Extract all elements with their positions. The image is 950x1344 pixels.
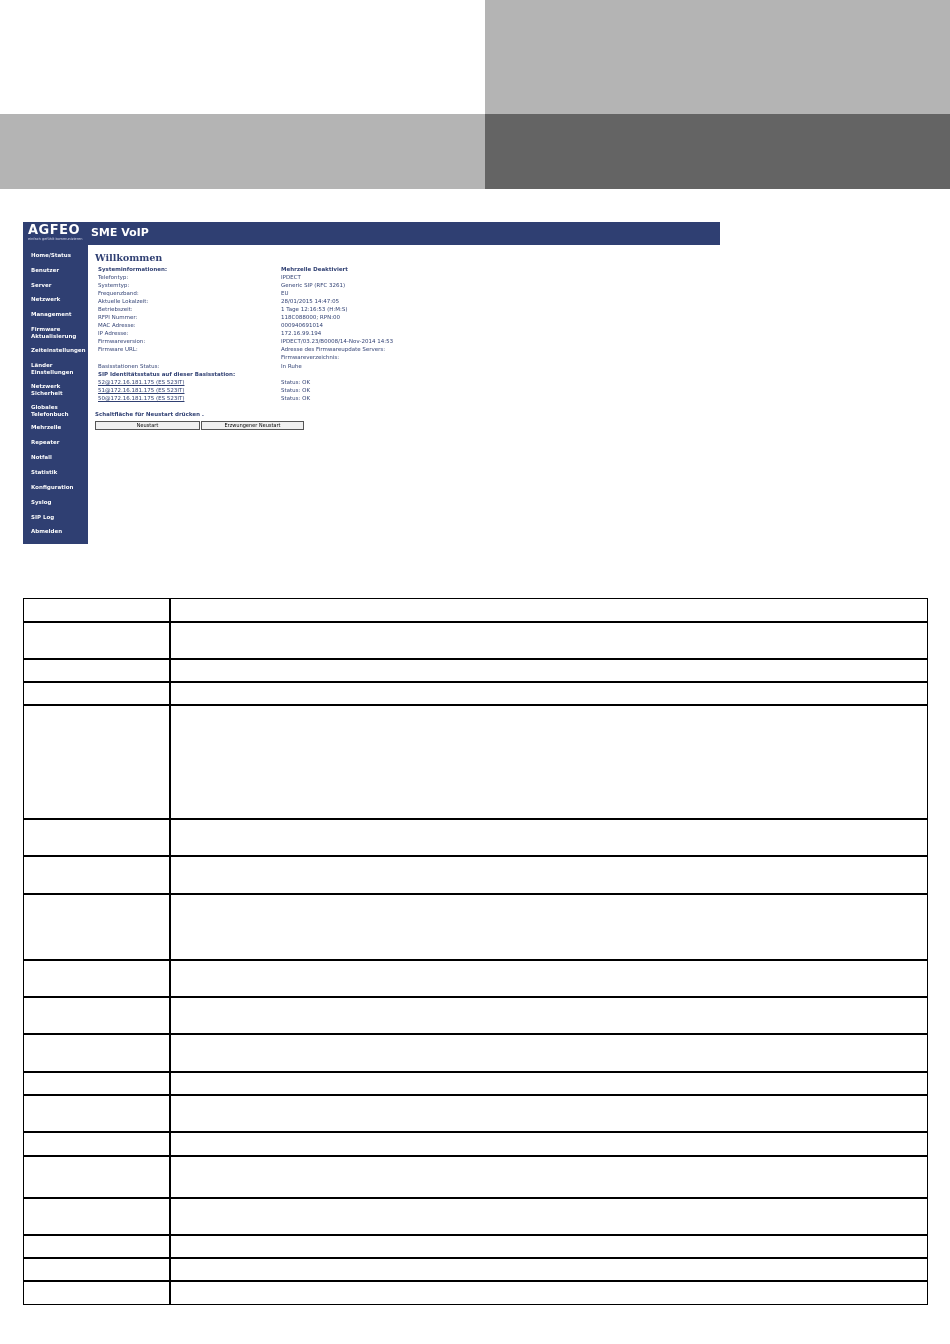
sidebar-item-repeater[interactable]: Repeater xyxy=(31,440,60,446)
sidebar xyxy=(23,245,88,544)
info-value: Adresse des Firmwareupdate Servers: xyxy=(281,347,386,353)
table-row-divider xyxy=(24,621,927,623)
sidebar-item-netzwerk-sicherheit[interactable]: Netzwerk Sicherheit xyxy=(31,384,63,397)
info-value: 28/01/2015 14:47:05 xyxy=(281,299,340,305)
info-row xyxy=(98,282,678,290)
forced-restart-button[interactable]: Erzwungener Neustart xyxy=(201,421,304,430)
table-row-divider xyxy=(24,996,927,998)
sidebar-item-laender-einstellungen[interactable]: Länder Einstellungen xyxy=(31,363,74,376)
sidebar-item-netzwerk[interactable]: Netzwerk xyxy=(31,297,61,303)
table-row-divider xyxy=(24,704,927,706)
sidebar-item-home-status[interactable]: Home/Status xyxy=(31,253,71,259)
agfeo-logo xyxy=(28,224,86,243)
sip-row xyxy=(98,395,678,403)
info-value: 118C088000; RPN:00 xyxy=(281,315,341,321)
info-value: 172.16.99.194 xyxy=(281,331,322,337)
logo-tagline: einfach gefühlt kommunizieren xyxy=(28,237,83,241)
table-row-divider xyxy=(24,1197,927,1199)
sip-status: Status: OK xyxy=(281,388,311,394)
restart-button[interactable]: Neustart xyxy=(95,421,200,430)
info-header-row xyxy=(98,266,678,274)
sidebar-item-benutzer[interactable]: Benutzer xyxy=(31,268,60,274)
info-header-label: Systeminformationen: xyxy=(98,267,168,273)
info-value: 1 Tage 12:16:53 (H:M:S) xyxy=(281,307,348,313)
header-block-bottom-left xyxy=(0,114,485,189)
sidebar-item-abmelden[interactable]: Abmelden xyxy=(31,529,63,535)
info-row xyxy=(98,274,678,282)
restart-instruction: Schaltfläche für Neustart drücken . xyxy=(95,412,205,418)
info-value: IPDECT/03.23/B0008/14-Nov-2014 14:53 xyxy=(281,339,394,345)
table-row-divider xyxy=(24,1155,927,1157)
sidebar-item-firmware-aktualisierung[interactable]: Firmware Aktualisierung xyxy=(31,327,77,340)
table-row-divider xyxy=(24,1280,927,1282)
info-label: Systemtyp: xyxy=(98,283,130,289)
table-row-divider xyxy=(24,1131,927,1133)
table-row-divider xyxy=(24,1033,927,1035)
info-value: Generic SIP (RFC 3261) xyxy=(281,283,346,289)
base-status-label: Basisstationen Status: xyxy=(98,364,160,370)
info-row xyxy=(98,298,678,306)
app-title: SME VoIP xyxy=(91,226,149,239)
multicell-status: Mehrzelle Deaktiviert xyxy=(281,267,348,273)
info-label: IP Adresse: xyxy=(98,331,129,337)
info-row xyxy=(98,330,678,338)
info-label: Betriebszeit: xyxy=(98,307,133,313)
top-bar xyxy=(23,222,720,245)
info-row xyxy=(98,290,678,298)
base-status-value: In Ruhe xyxy=(281,364,302,370)
header-block-top-right xyxy=(485,0,950,114)
sip-identity-link[interactable]: 50@172.16.181.175 (ES 523IT) xyxy=(98,396,185,402)
header-block-bottom-right xyxy=(485,114,950,189)
info-row xyxy=(98,338,678,346)
info-value: EU xyxy=(281,291,289,297)
info-value: Firmwareverzeichnis: xyxy=(281,355,340,361)
info-row xyxy=(98,354,678,362)
sidebar-item-sip-log[interactable]: SIP Log xyxy=(31,515,55,521)
info-row xyxy=(98,306,678,314)
info-label: RFPI Nummer: xyxy=(98,315,138,321)
sidebar-item-notfall[interactable]: Notfall xyxy=(31,455,52,461)
table-row-divider xyxy=(24,1234,927,1236)
header-block-top-left xyxy=(0,0,485,114)
table-row-divider xyxy=(24,1094,927,1096)
logo-text: AGFEO xyxy=(28,223,81,238)
sidebar-item-statistik[interactable]: Statistik xyxy=(31,470,58,476)
sidebar-item-syslog[interactable]: Syslog xyxy=(31,500,52,506)
table-row-divider xyxy=(24,1071,927,1073)
sip-status: Status: OK xyxy=(281,380,311,386)
table-row-divider xyxy=(24,1257,927,1259)
info-label: Telefontyp: xyxy=(98,275,129,281)
table-row-divider xyxy=(24,959,927,961)
base-status-row xyxy=(98,363,678,371)
main-content xyxy=(95,250,715,540)
table-row-divider xyxy=(24,658,927,660)
table-row-divider xyxy=(24,855,927,857)
empty-table xyxy=(23,598,928,1305)
table-row-divider xyxy=(24,893,927,895)
info-value: IPDECT xyxy=(281,275,301,281)
sidebar-item-server[interactable]: Server xyxy=(31,283,52,289)
sidebar-item-mehrzelle[interactable]: Mehrzelle xyxy=(31,425,62,431)
table-row-divider xyxy=(24,818,927,820)
info-row xyxy=(98,314,678,322)
web-ui-screenshot xyxy=(23,222,720,544)
sip-header xyxy=(98,371,678,379)
sidebar-item-konfiguration[interactable]: Konfiguration xyxy=(31,485,74,491)
table-row-divider xyxy=(24,681,927,683)
info-label: Firmware URL: xyxy=(98,347,138,353)
sidebar-item-globales-telefonbuch[interactable]: Globales Telefonbuch xyxy=(31,405,69,418)
info-row xyxy=(98,322,678,330)
sidebar-item-management[interactable]: Management xyxy=(31,312,72,318)
info-label: MAC Adresse: xyxy=(98,323,136,329)
page-title: Willkommen xyxy=(95,253,163,264)
info-label: Frequenzband: xyxy=(98,291,139,297)
info-row xyxy=(98,346,678,354)
sip-header-text: SIP Identitätsstatus auf dieser Basisstation: xyxy=(98,372,236,378)
sip-identity-link[interactable]: 51@172.16.181.175 (ES 523IT) xyxy=(98,388,185,394)
sip-row xyxy=(98,387,678,395)
info-label: Firmwareversion: xyxy=(98,339,146,345)
sip-identity-link[interactable]: 52@172.16.181.175 (ES 523IT) xyxy=(98,380,185,386)
sidebar-item-zeiteinstellungen[interactable]: Zeiteinstellungen xyxy=(31,348,86,354)
info-value: 000940691014 xyxy=(281,323,323,329)
sip-status: Status: OK xyxy=(281,396,311,402)
sip-row xyxy=(98,379,678,387)
info-label: Aktuelle Lokalzeit: xyxy=(98,299,149,305)
